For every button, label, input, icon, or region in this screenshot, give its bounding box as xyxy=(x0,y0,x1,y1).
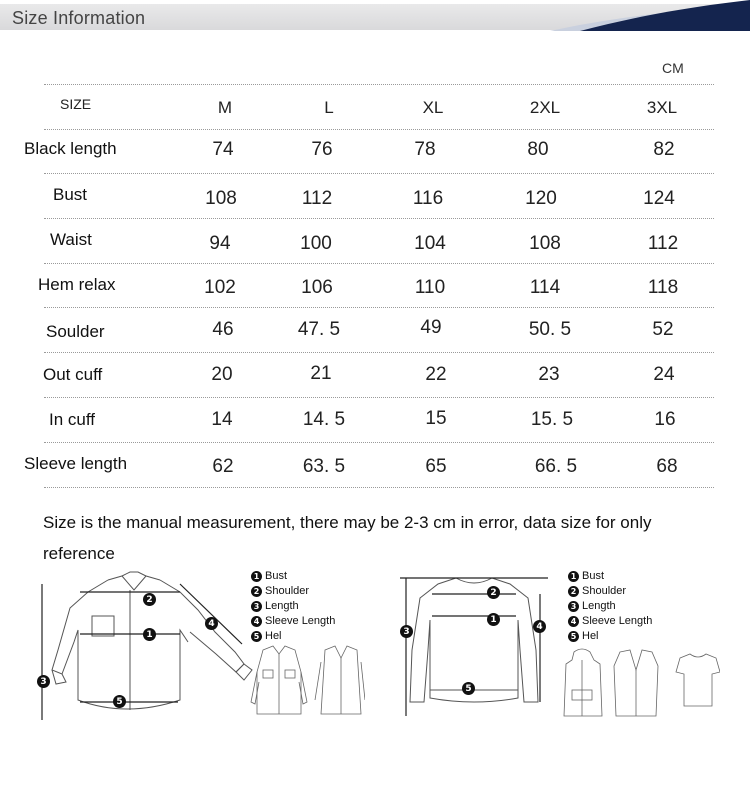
legend-item: 5 Hel xyxy=(251,629,335,644)
measure-marker-bust: 1 xyxy=(487,613,500,626)
column-header: M xyxy=(217,98,233,117)
table-cell: 52 xyxy=(652,319,674,340)
table-cell: 15. 5 xyxy=(530,409,574,430)
table-cell: 82 xyxy=(653,139,675,160)
measure-marker-hem: 5 xyxy=(113,695,126,708)
row-label: Bust xyxy=(53,185,88,204)
table-cell: 120 xyxy=(525,188,557,209)
legend-left xyxy=(251,569,335,644)
measure-marker-bust: 1 xyxy=(143,628,156,641)
table-cell: 108 xyxy=(205,188,237,209)
table-cell: 16 xyxy=(654,409,676,430)
divider xyxy=(44,397,714,398)
table-cell: 114 xyxy=(529,277,561,298)
table-cell: 15 xyxy=(425,408,447,429)
table-cell: 68 xyxy=(656,456,678,477)
table-cell: 66. 5 xyxy=(534,456,578,477)
divider xyxy=(44,487,714,488)
measure-marker-shoulder: 2 xyxy=(143,593,156,606)
measurement-note: Size is the manual measurement, there may be 2-3 cm in error, data size for only reference xyxy=(43,513,652,563)
row-label: Out cuff xyxy=(43,365,103,384)
legend-item: 1 Bust xyxy=(251,569,335,584)
column-header: 2XL xyxy=(529,98,561,117)
table-cell: 112 xyxy=(301,188,333,209)
measure-marker-sleeve: 4 xyxy=(533,620,546,633)
legend-item: 1 Bust xyxy=(568,569,652,584)
divider xyxy=(44,352,714,353)
table-cell: 78 xyxy=(414,139,436,160)
jacket-sketches xyxy=(245,642,365,720)
table-cell: 80 xyxy=(527,139,549,160)
measure-marker-length: 3 xyxy=(37,675,50,688)
unit-label: CM xyxy=(662,60,684,76)
table-cell: 49 xyxy=(420,317,442,338)
legend-item: 3 Length xyxy=(251,599,335,614)
legend-item: 4 Sleeve Length xyxy=(251,614,335,629)
divider xyxy=(44,307,714,308)
table-cell: 108 xyxy=(529,233,561,254)
divider xyxy=(44,263,714,264)
legend-item: 4 Sleeve Length xyxy=(568,614,652,629)
row-label: Black length xyxy=(24,139,117,158)
legend-right xyxy=(568,569,652,644)
measure-marker-sleeve: 4 xyxy=(205,617,218,630)
row-label: Hem relax xyxy=(38,275,116,294)
table-cell: 50. 5 xyxy=(528,319,572,340)
legend-item: 5 Hel xyxy=(568,629,652,644)
table-cell: 63. 5 xyxy=(302,456,346,477)
table-cell: 124 xyxy=(643,188,675,209)
measure-marker-length: 3 xyxy=(400,625,413,638)
table-cell: 24 xyxy=(653,364,675,385)
table-cell: 47. 5 xyxy=(297,319,341,340)
table-cell: 112 xyxy=(647,233,679,254)
sweater-diagram xyxy=(398,570,553,720)
column-header: L xyxy=(324,98,334,117)
header-banner xyxy=(0,0,750,31)
divider xyxy=(44,173,714,174)
table-cell: 22 xyxy=(425,364,447,385)
column-header: XL xyxy=(422,98,444,117)
table-cell: 62 xyxy=(212,456,234,477)
row-label: Soulder xyxy=(46,322,105,341)
table-cell: 104 xyxy=(414,233,446,254)
table-cell: 23 xyxy=(538,364,560,385)
divider xyxy=(44,218,714,219)
header-swoosh-graphic xyxy=(510,0,750,31)
divider xyxy=(44,129,714,130)
legend-item: 3 Length xyxy=(568,599,652,614)
row-label: In cuff xyxy=(49,410,95,429)
table-cell: 20 xyxy=(211,364,233,385)
table-cell: 94 xyxy=(209,233,231,254)
table-cell: 74 xyxy=(212,139,234,160)
table-cell: 65 xyxy=(425,456,447,477)
row-label: Sleeve length xyxy=(24,454,128,473)
garment-sketches xyxy=(560,646,720,722)
table-cell: 102 xyxy=(204,277,236,298)
divider xyxy=(44,442,714,443)
table-cell: 76 xyxy=(311,139,333,160)
row-label: Waist xyxy=(50,230,92,249)
legend-item: 2 Shoulder xyxy=(568,584,652,599)
size-header: SIZE xyxy=(60,96,92,112)
measure-marker-hem: 5 xyxy=(462,682,475,695)
table-cell: 118 xyxy=(647,277,679,298)
page-title: Size Information xyxy=(12,8,146,28)
table-cell: 116 xyxy=(412,188,444,209)
table-cell: 14. 5 xyxy=(302,409,346,430)
table-cell: 46 xyxy=(212,319,234,340)
legend-item: 2 Shoulder xyxy=(251,584,335,599)
table-cell: 100 xyxy=(300,233,332,254)
measure-marker-shoulder: 2 xyxy=(487,586,500,599)
divider xyxy=(44,84,714,85)
column-header: 3XL xyxy=(646,98,678,117)
table-cell: 21 xyxy=(310,363,332,384)
table-cell: 110 xyxy=(414,277,446,298)
table-cell: 106 xyxy=(301,277,333,298)
table-cell: 14 xyxy=(211,409,233,430)
